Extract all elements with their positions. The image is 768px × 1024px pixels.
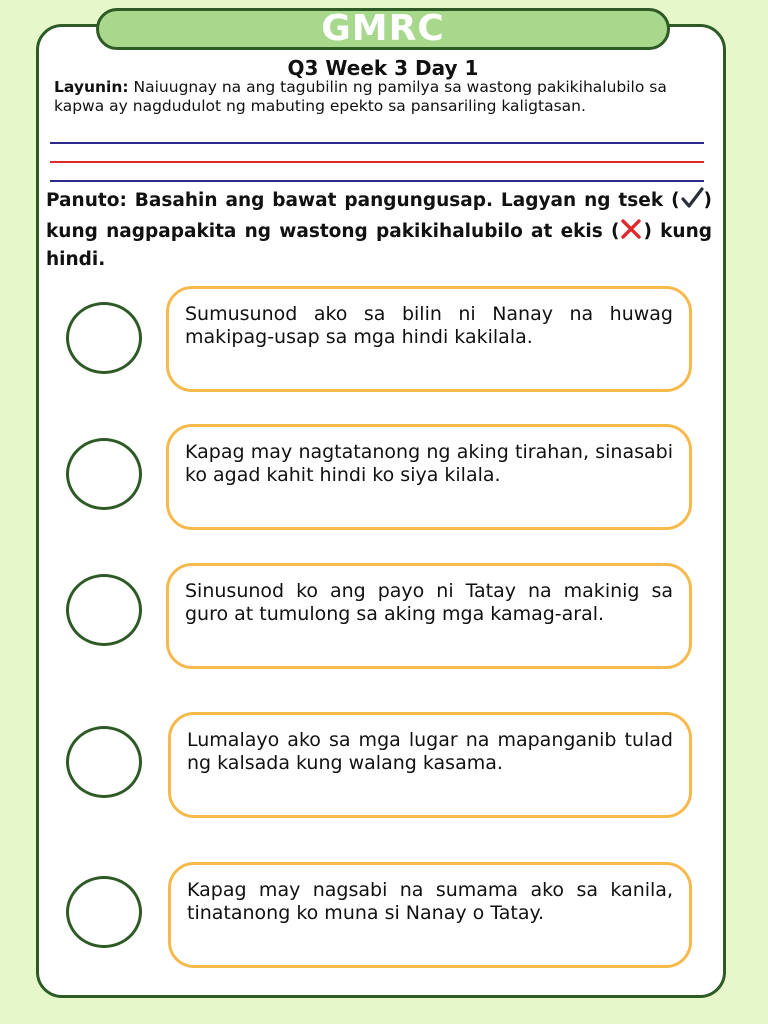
instructions-part-3: ) kung hindi. [46,221,712,270]
statement-text-3: Sinusunod ko ang payo ni Tatay na makinig sa guro at tumulong sa aking mga kamag-aral. [185,580,673,625]
statement-box-5 [168,862,692,968]
page-title: GMRC [321,8,445,49]
instructions-part-1: Panuto: Basahin ang bawat pangungusap. Lagyan ng tsek ( [46,190,680,211]
writing-line-red [50,161,704,163]
answer-circle-2[interactable] [66,438,142,510]
title-banner [96,8,670,50]
statement-box-3 [166,563,692,669]
statement-box-1 [166,286,692,392]
answer-circle-4[interactable] [66,726,142,798]
objective-label: Layunin: [54,78,129,96]
statement-text-5: Kapag may nagsabi na sumama ako sa kanila, tinatanong ko muna si Nanay o Tatay. [187,879,673,924]
writing-line-blue-bottom [50,180,704,182]
instructions-part-2: ) kung nagpapakita ng wastong pakikihalubilo at ekis ( [46,190,712,242]
answer-circle-5[interactable] [66,876,142,948]
objective-body: Naiuugnay na ang tagubilin ng pamilya sa wastong pakikihalubilo sa kapwa ay nagdudulot ng mabuting epekto sa pansariling kaligtasan. [54,78,667,115]
check-icon [680,186,704,217]
statement-box-2 [166,424,692,530]
answer-circle-3[interactable] [66,574,142,646]
answer-circle-1[interactable] [66,302,142,374]
statement-text-1: Sumusunod ako sa bilin ni Nanay na huwag makipag-usap sa mga hindi kakilala. [185,303,673,348]
x-mark-icon [619,217,643,248]
statement-box-4 [168,712,692,818]
instructions [46,186,712,272]
statement-text-2: Kapag may nagtatanong ng aking tirahan, sinasabi ko agad kahit hindi ko siya kilala. [185,441,673,486]
objective-text [54,78,674,116]
writing-line-blue-top [50,142,704,144]
statement-text-4: Lumalayo ako sa mga lugar na mapanganib tulad ng kalsada kung walang kasama. [187,729,673,774]
lesson-subtitle: Q3 Week 3 Day 1 [287,56,479,80]
